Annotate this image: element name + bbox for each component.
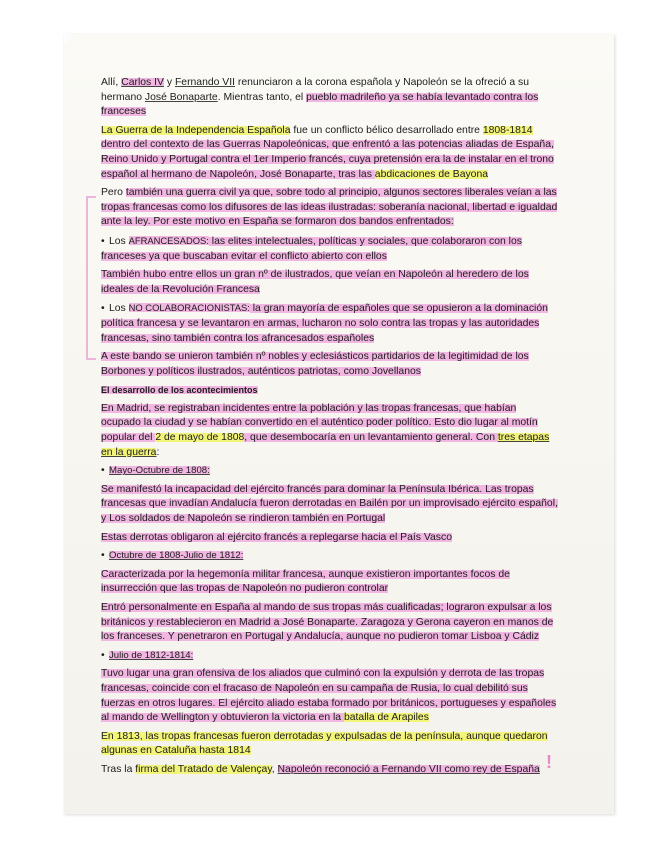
highlight-bandos: Por este motivo en España se formaron dos bandos enfrentados: — [153, 216, 454, 228]
highlight-no-colab: NO COLABORACIONISTAS: — [128, 302, 250, 314]
paragraph-stage-3: Tuvo lugar una gran ofensiva de los aliados que culminó con la expulsión y derrota de las tropas francesas, coincide con el fracaso de Napoleón en su campaña de Rusia, lo cual debilitó sus fuerzas en otros lugares. El ejército aliado estaba formado por británicos, portugueses y españoles al mando de Wellington y obtuvieron la victoria en la batalla de Arapiles — [101, 668, 557, 724]
paragraph-stage-2: Caracterizada por la hegemonía militar francesa, aunque existieron importantes focos de insurrección que las tropas de Napoleón no pudieron controlar — [101, 568, 510, 595]
highlight-civil: también una guerra civil — [125, 187, 237, 199]
underline-fernando: Fernando VII — [174, 77, 236, 88]
paragraph-repliegue: Estas derrotas obligaron al ejército francés a replegarse hacia el País Vasco — [101, 531, 452, 543]
paragraph-napoleon-entra: Entró personalmente en España al mando de sus tropas más cualificadas; lograron expulsar a los británicos y restablecieron en Madrid a José Bonaparte. Zaragoza y Gerona cayeron en manos de los franceses. Y penetraron en Portugal y Andalucía, aunque no pudieron tomar Lisboa y Cádiz — [101, 602, 554, 643]
paragraph-civil-war: Pero también una guerra civil ya que, sobre todo al principio, algunos sectores liberales veían a las tropas francesas como los difusores de las ideas ilustradas: soberanía nacional, libertad e igualdad ante la ley. Por este motivo en España se formaron dos bandos enfrentados: — [101, 187, 558, 228]
highlight-2-mayo: 2 de mayo de 1808 — [155, 432, 245, 444]
paragraph-definition: La Guerra de la Independencia Española fue un conflicto bélico desarrollado entre 1808-1814 dentro del contexto de las Guerras Napoleónicas, que enfrentó a las potencias aliadas de España, Reino Unido y Portugal contra el 1er Imperio francés, cuya pretensión era la de instalar en el trono español al hermano de Napoleón, José Bonaparte, tras las abdicaciones de Bayona — [101, 124, 554, 180]
paragraph-no-colaboracionistas: • Los NO COLABORACIONISTAS: la gran mayoría de españoles que se opusieron a la dominación política francesa y se levantaron en armas, lucharon no solo contra las tropas y las autoridades francesas, sino también contra los afrancesados españoles — [101, 302, 548, 344]
corner-fold — [64, 34, 74, 44]
highlight-carlos: Carlos IV — [121, 77, 164, 88]
stage-2-title: • Octubre de 1808-Julio de 1812: — [101, 549, 559, 564]
highlight-bayona: abdicaciones de Bayona — [374, 168, 489, 180]
paragraph-ilustrados: También hubo entre ellos un gran nº de ilustrados, que veían en Napoleón al heredero de los ideales de la Revolución Francesa — [101, 269, 529, 295]
paragraph-afrancesados: • Los AFRANCESADOS: las elites intelectuales, políticas y sociales, que colaboraron con los franceses ya que buscaban evitar el conflicto abierto con ellos — [101, 234, 522, 262]
bullet-icon: • — [101, 235, 105, 247]
highlight-1813: 1813 — [116, 730, 140, 742]
section-heading: El desarrollo de los acontecimientos — [101, 385, 258, 396]
bullet-icon: • — [101, 465, 105, 477]
highlight-valencay: firma del Tratado de Valençay — [135, 763, 272, 775]
exclamation-mark: ! — [546, 752, 552, 772]
highlight-tres-etapas: tres etapas en la guerra — [101, 432, 550, 458]
margin-bracket — [86, 196, 96, 360]
highlight-afrancesados: AFRANCESADOS: — [128, 234, 209, 246]
paragraph-stage-1: Se manifestó la incapacidad del ejército francés para dominar la Península Ibérica. Las tropas francesas que invadían Andalucía fueron derrotadas en Bailén por un improvisado ejército español, y Los soldados de Napoleón se rindieron también en Portugal — [101, 483, 558, 525]
notes-body — [101, 76, 559, 782]
highlight-guerra: La Guerra de la Independencia Española — [101, 124, 291, 136]
paragraph-nobles: A este bando se unieron también nº nobles y eclesiásticos partidarios de la legitimidad de los Borbones y políticos ilustrados, auténticos patriotas, como Jovellanos — [101, 351, 529, 377]
stage-1-title: • Mayo-Octubre de 1808: — [101, 464, 559, 479]
bullet-icon: • — [101, 649, 105, 661]
bullet-icon: • — [101, 303, 105, 315]
bullet-icon: • — [101, 550, 105, 562]
highlight-pueblo: pueblo madrileño ya se había levantado contra los franceses — [101, 91, 539, 118]
stage-3-title: • Julio de 1812-1814: — [101, 649, 559, 664]
paragraph-valencay: Tras la firma del Tratado de Valençay, Napoleón reconoció a Fernando VII como rey de España — [101, 763, 540, 775]
paragraph-abdication: Allí, Carlos IV y Fernando VII renunciaron a la corona española y Napoleón se la ofreció a su hermano José Bonaparte. Mientras tanto, el pueblo madrileño ya se había levantado contra los franceses — [101, 77, 539, 118]
paragraph-1813: En 1813, las tropas francesas fueron derrotadas y expulsadas de la península, aunque quedaron algunas en Cataluña hasta 1814 — [101, 730, 548, 757]
paragraph-madrid: En Madrid, se registraban incidentes entre la población y las tropas francesas, que habían ocupado la ciudad y se habían convertido en el auténtico poder político. Esto dio lugar al motín popular del 2 de mayo de 1808, que desembocaría en un levantamiento general. Con tres etapas en la guerra: — [101, 402, 550, 458]
highlight-dates: 1808-1814 — [482, 124, 533, 136]
highlight-arapiles: batalla de Arapiles — [343, 712, 429, 724]
underline-jose: José Bonaparte — [144, 91, 218, 103]
highlight-1814: 1814 — [227, 745, 251, 757]
highlight-reconocio: Napoleón reconoció a Fernando VII como rey de España — [277, 763, 540, 775]
